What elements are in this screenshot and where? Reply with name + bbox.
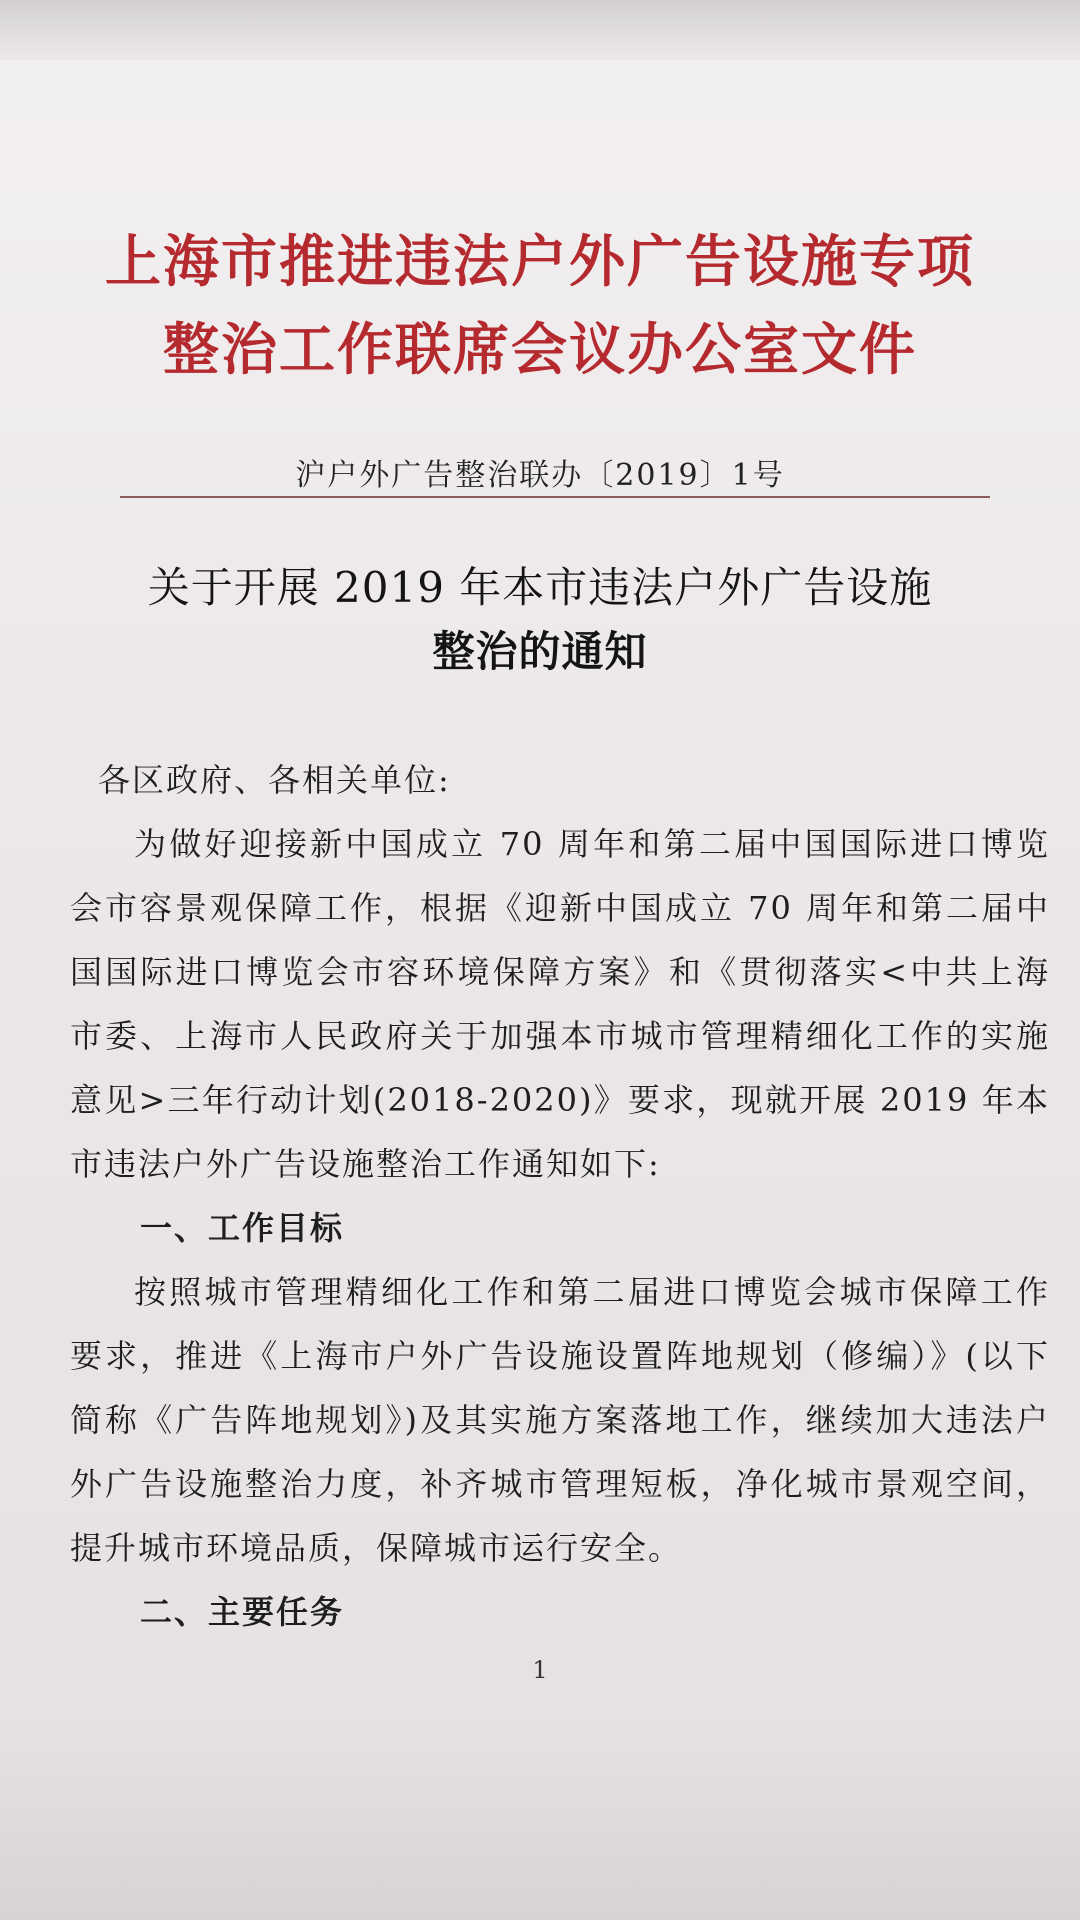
header-title-line-2: 整治工作联席会议办公室文件 — [163, 317, 917, 383]
section-heading-work-goal: 一、工作目标 — [140, 1209, 345, 1247]
issuing-office-header — [0, 218, 1080, 394]
document-number: 沪户外广告整治联办〔2019〕1号 — [295, 458, 785, 493]
addressee: 各区政府、各相关单位: — [98, 761, 451, 799]
paper-shadow — [0, 1720, 1080, 1920]
document-body — [70, 748, 1050, 1644]
section-heading-main-tasks: 二、主要任务 — [140, 1593, 345, 1631]
header-title-line-1: 上海市推进违法户外广告设施专项 — [105, 229, 975, 295]
notice-title-line-1: 关于开展 2019 年本市违法户外广告设施 — [147, 563, 933, 612]
notice-title — [0, 556, 1080, 684]
header-divider — [120, 496, 990, 498]
intro-paragraph: 为做好迎接新中国成立 70 周年和第二届中国国际进口博览会市容景观保障工作，根据《迎新中国成立 70 周年和第二届中国国际进口博览会市容环境保障方案》和《贯彻落实<中共上海市委、上海市人民政府关于加强本市城市管理精细化工作的实施意见>三年行动计划(2018-2020)》要求，现就开展 2019 年本市违法户外广告设施整治工作通知如下: — [70, 825, 1050, 1183]
page-number: 1 — [532, 1656, 548, 1684]
work-goal-paragraph: 按照城市管理精细化工作和第二届进口博览会城市保障工作要求，推进《上海市户外广告设施设置阵地规划（修编）》(以下简称《广告阵地规划》)及其实施方案落地工作，继续加大违法户外广告设施整治力度，补齐城市管理短板，净化城市景观空间，提升城市环境品质，保障城市运行安全。 — [70, 1273, 1050, 1567]
notice-title-line-2: 整治的通知 — [432, 627, 648, 676]
